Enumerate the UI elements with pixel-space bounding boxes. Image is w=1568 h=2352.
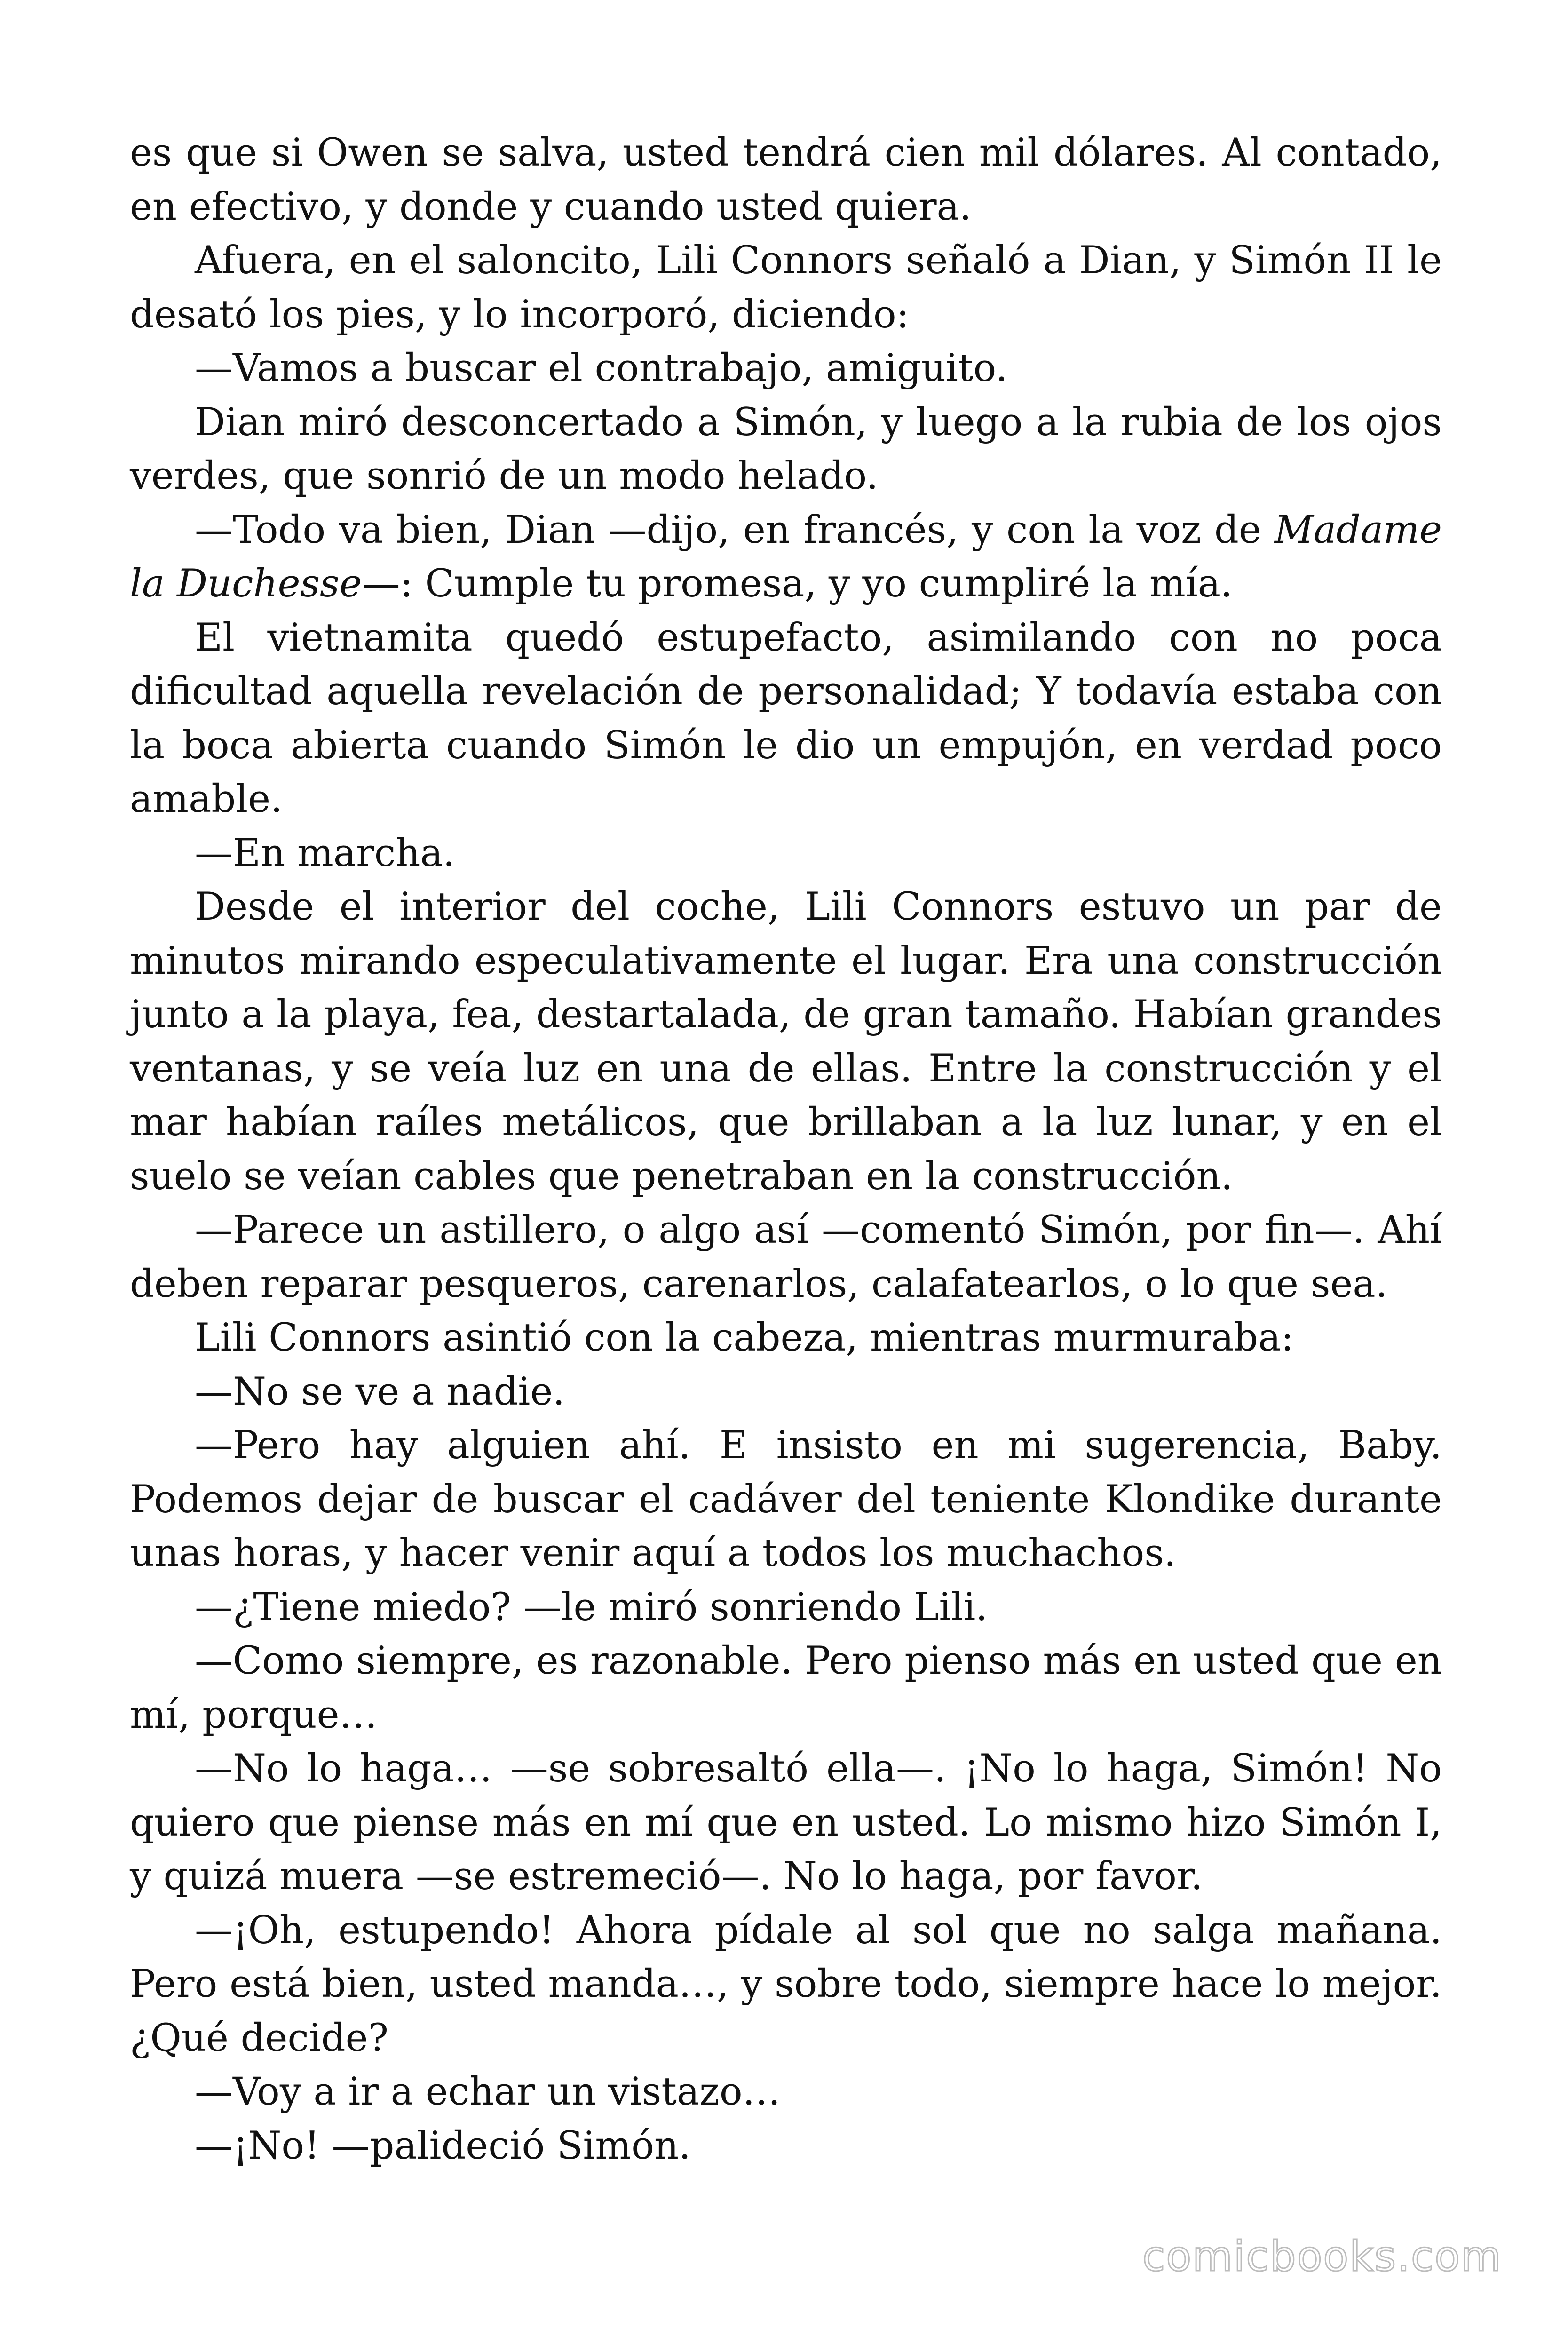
paragraph-4: Dian miró desconcertado a Simón, y luego a la rubia de los ojos verdes, que sonrió de un modo helado. <box>130 400 1442 498</box>
paragraph-11: —No se ve a nadie. <box>195 1369 565 1414</box>
watermark: comicbooks.com <box>1142 2232 1502 2280</box>
paragraph-10: Lili Connors asintió con la cabeza, mientras murmuraba: <box>195 1316 1294 1360</box>
page-body <box>130 126 1442 2173</box>
paragraph-9: —Parece un astillero, o algo así —comentó Simón, por fin—. Ahí deben reparar pesqueros, carenarlos, calafatearlos, o lo que sea. <box>130 1208 1442 1306</box>
paragraph-12: —Pero hay alguien ahí. E insisto en mi sugerencia, Baby. Podemos dejar de buscar el cadáver del teniente Klondike durante unas horas, y hacer venir aquí a todos los muchachos. <box>130 1423 1442 1575</box>
paragraph-5-after: —: Cumple tu promesa, y yo cumpliré la mía. <box>362 562 1233 606</box>
paragraph-15: —No lo haga… —se sobresaltó ella—. ¡No lo haga, Simón! No quiero que piense más en mí que en usted. Lo mismo hizo Simón I, y quizá muera —se estremeció—. No lo haga, por favor. <box>130 1747 1442 1899</box>
paragraph-16: —¡Oh, estupendo! Ahora pídale al sol que no salga mañana. Pero está bien, usted manda…, y sobre todo, siempre hace lo mejor. ¿Qué decide? <box>130 1908 1442 2060</box>
paragraph-1: es que si Owen se salva, usted tendrá cien mil dólares. Al contado, en efectivo, y donde y cuando usted quiera. <box>130 131 1442 229</box>
paragraph-6: El vietnamita quedó estupefacto, asimilando con no poca dificultad aquella revelación de personalidad; Y todavía estaba con la boca abierta cuando Simón le dio un empujón, en verdad poco amable. <box>130 615 1442 821</box>
paragraph-2: Afuera, en el saloncito, Lili Connors señaló a Dian, y Simón II le desató los pies, y lo incorporó, diciendo: <box>130 238 1442 337</box>
paragraph-5 <box>130 503 1442 611</box>
paragraph-5-text: —Todo va bien, Dian —dijo, en francés, y con la voz de <box>195 508 1275 552</box>
paragraph-18: —¡No! —palideció Simón. <box>195 2123 691 2168</box>
paragraph-14: —Como siempre, es razonable. Pero pienso más en usted que en mí, porque… <box>130 1639 1442 1737</box>
paragraph-7: —En marcha. <box>195 831 455 875</box>
paragraph-17: —Voy a ir a echar un vistazo… <box>195 2070 781 2114</box>
paragraph-8: Desde el interior del coche, Lili Connors estuvo un par de minutos mirando especulativamente el lugar. Era una construcción junto a la playa, fea, destartalada, de gran tamaño. Habían grandes ventanas, y se veía luz en una de ellas. Entre la construcción y el mar habían raíles metálicos, que brillaban a la luz lunar, y en el suelo se veían cables que penetraban en la construcción. <box>130 885 1442 1199</box>
italic-title: Madame la Duchesse <box>130 508 1442 606</box>
paragraph-3: —Vamos a buscar el contrabajo, amiguito. <box>195 346 1008 390</box>
paragraph-13: —¿Tiene miedo? —le miró sonriendo Lili. <box>195 1585 988 1629</box>
